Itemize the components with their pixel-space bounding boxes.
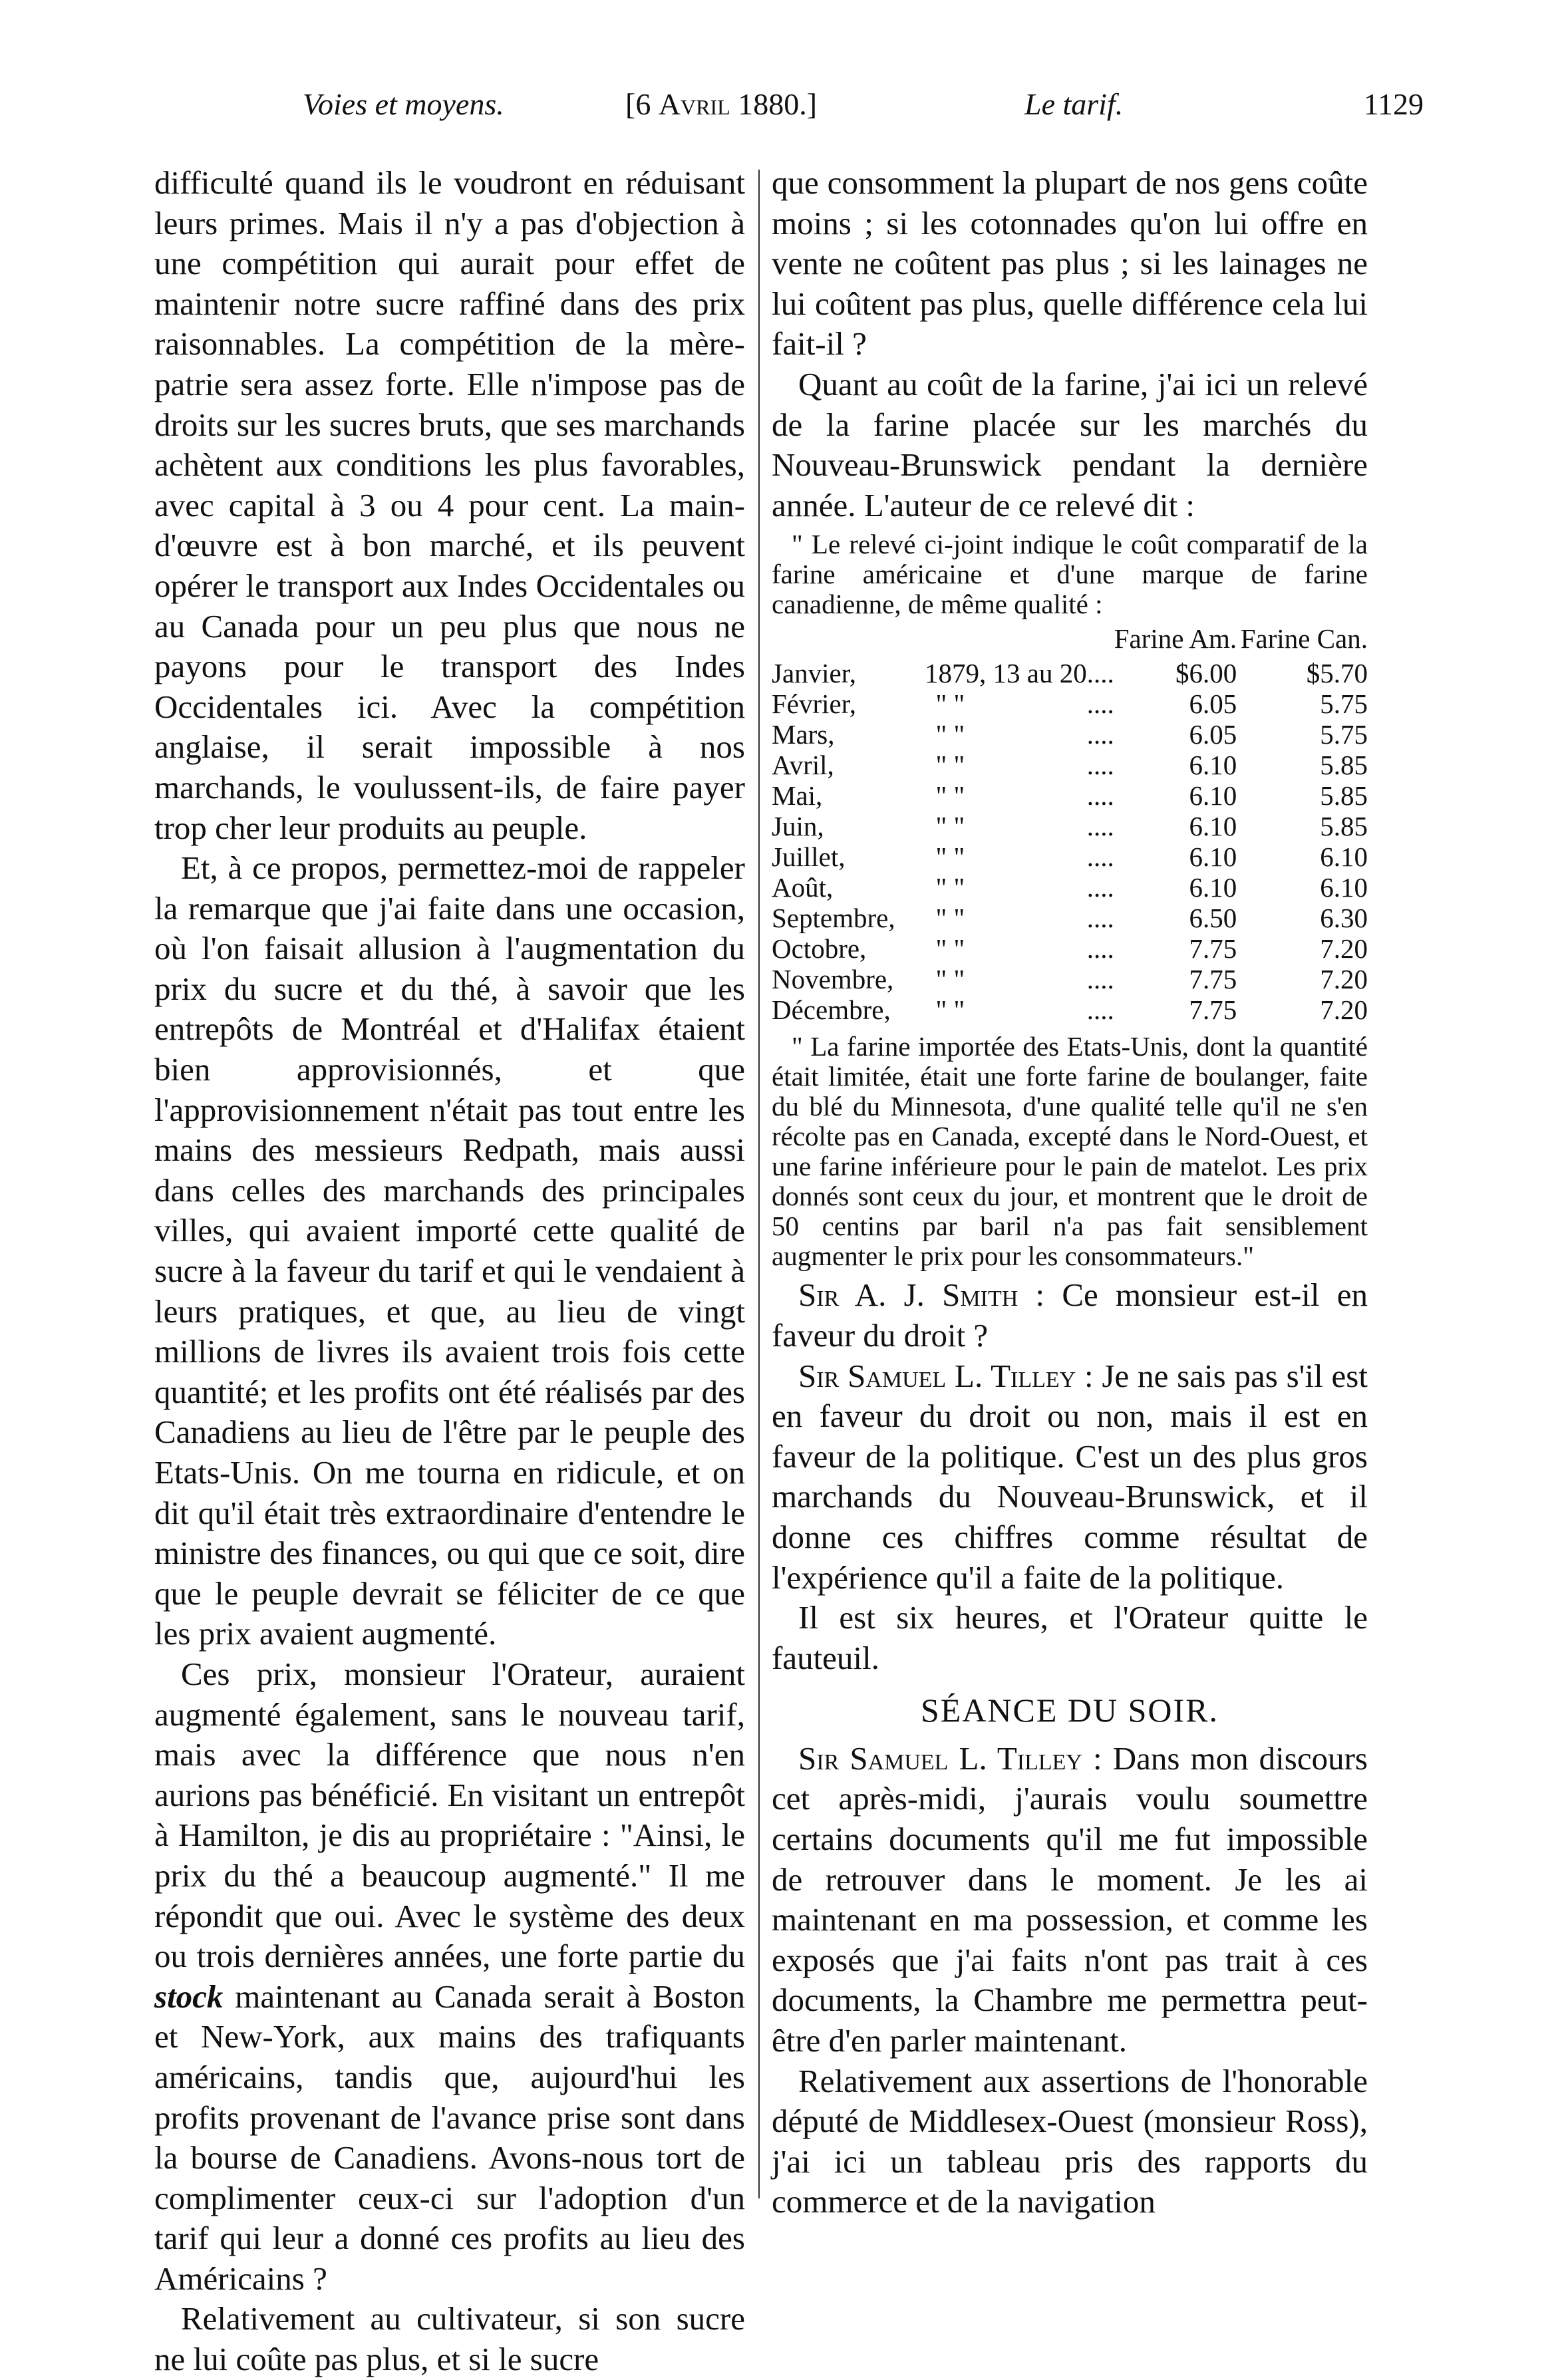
price-row — [772, 903, 1368, 933]
price-row-dots: .... — [1086, 811, 1114, 842]
exchange-tilley-2-text: : Dans mon discours cet après-midi, j'aurais voulu soumettre certains documents qu'il me fut impossible de retrouver dans le moment. Je les ai maintenant en ma possession, et comme les exposés que j'ai faits n'ont pas trait à ces documents, la Chambre me permettra peut-être d'en parler maintenant. — [772, 1739, 1368, 2059]
price-american: 7.75 — [1189, 964, 1237, 995]
price-american: $6.00 — [1175, 658, 1237, 689]
header-date-suffix: 1880.] — [730, 87, 818, 121]
speaker-tilley-2: Sir Samuel L. Tilley — [798, 1739, 1082, 1777]
price-american: 6.10 — [1189, 780, 1237, 812]
left-paragraph-4: Relativement au cultivateur, si son sucre ne lui coûte pas plus, et si le sucre — [154, 2300, 745, 2378]
price-canadian: 5.75 — [1320, 688, 1368, 720]
month: Juin, — [772, 811, 824, 842]
price-row-ditto: " " — [935, 903, 965, 934]
left-paragraph-1: difficulté quand ils le voudront en réduisant leurs primes. Mais il n'y a pas d'objection à une compétition qui aurait pour effet de maintenir notre sucre raffiné dans des prix raisonnables. La compétition de la mère-patrie sera assez forte. Elle n'impose pas de droits sur les sucres bruts, que ses marchands achètent aux conditions les plus favorables, avec capital à 3 ou 4 pour cent. La main-d'œuvre est à bon marché, et ils peuvent opérer le transport aux Indes Occidentales ou au Canada pour un peu plus que nous ne payons pour le transport des Indes Occidentales ici. Avec la compétition anglaise, il serait impossible à nos marchands, le voulussent-ils, de faire payer trop cher leur produits au peuple. — [154, 164, 745, 846]
price-row-ditto: " " — [935, 964, 965, 995]
price-american: 6.50 — [1189, 903, 1237, 934]
exchange-tilley-1 — [772, 1356, 1368, 1598]
header-section: Voies et moyens. — [303, 87, 504, 121]
price-row-dots: .... — [1086, 719, 1114, 750]
month: Septembre, — [772, 903, 895, 934]
month: Mai, — [772, 780, 823, 812]
left-paragraph-3-emphasis: stock — [154, 1978, 224, 2015]
price-american: 6.05 — [1189, 688, 1237, 720]
price-canadian: 7.20 — [1320, 994, 1368, 1026]
right-paragraph-last: Relativement aux assertions de l'honorable député de Middlesex-Ouest (monsieur Ross), j'ai ici un tableau pris des rapports du commerce et de la navigation — [772, 2062, 1368, 2220]
price-row-ditto: 1879, 13 au 20.... — [925, 658, 1114, 689]
month: Juillet, — [772, 841, 846, 873]
price-canadian: 6.10 — [1320, 841, 1368, 873]
header-canadian-flour: Farine Can. — [1240, 623, 1368, 655]
price-canadian: 7.20 — [1320, 964, 1368, 995]
header-date-prefix: [6 — [625, 87, 659, 121]
session-title: SÉANCE DU SOIR. — [920, 1692, 1219, 1729]
header-american-flour: Farine Am. — [1114, 623, 1237, 655]
price-row-ditto: " " — [935, 994, 965, 1026]
left-paragraph-2: Et, à ce propos, permettez-moi de rappeler la remarque que j'ai faite dans une occasion, où l'on faisait allusion à l'augmentation du prix du sucre et du thé, à savoir que les entrepôts de Montréal et d'Halifax étaient bien approvisionnés, et que l'approvisionnement n'était pas tout entre les mains des messieurs Redpath, mais aussi dans celles des marchands des principales villes, qui avaient importé cette qualité de sucre à la faveur du tarif et qui le vendaient à leurs pratiques, et que, au lieu de vingt millions de livres ils avaient trois fois cette quantité; et les profits ont été réalisés par des Canadiens au lieu de l'être par le peuple des Etats-Unis. On me tourna en ridicule, et on dit qu'il était très extraordinaire d'entendre le ministre des finances, ou qui que ce soit, dire que le peuple devrait se féliciter de ce que les prix avaient augmenté. — [154, 849, 745, 1652]
price-row-dots: .... — [1086, 841, 1114, 873]
price-canadian: $5.70 — [1306, 658, 1368, 689]
price-row — [772, 658, 1368, 688]
price-row-ditto: " " — [935, 688, 965, 720]
price-row-dots: .... — [1086, 933, 1114, 965]
header-topic: Le tarif. — [1024, 87, 1124, 121]
price-row-ditto: " " — [935, 719, 965, 750]
price-row — [772, 841, 1368, 872]
price-canadian: 6.30 — [1320, 903, 1368, 934]
price-row-ditto: " " — [935, 750, 965, 781]
price-row — [772, 780, 1368, 811]
month: Octobre, — [772, 933, 867, 965]
month: Août, — [772, 872, 834, 903]
month: Janvier, — [772, 658, 857, 689]
price-row — [772, 750, 1368, 780]
flour-price-table — [772, 623, 1368, 1025]
price-row-dots: .... — [1086, 903, 1114, 934]
page-header — [160, 86, 1424, 140]
price-american: 6.10 — [1189, 811, 1237, 842]
price-row-dots: .... — [1086, 994, 1114, 1026]
left-paragraph-3-part-2: maintenant au Canada serait à Boston et New-York, aux mains des trafiquants américains, tandis que, aujourd'hui les profits provenant de l'avance prise sont dans la bourse de Canadiens. Avons-nous tort de complimenter ceux-ci sur l'adoption d'un tarif qui leur a donné ces profits au lieu des Américains ? — [154, 1978, 745, 2297]
price-american: 7.75 — [1189, 933, 1237, 965]
price-american: 6.10 — [1189, 872, 1237, 903]
right-paragraph-1: que consomment la plupart de nos gens coûte moins ; si les cotonnades qu'on lui offre en vente ne coûtent pas plus ; si les lainages ne lui coûtent pas plus, quelle différence cela lui fait-il ? — [772, 164, 1368, 363]
price-row-ditto: " " — [935, 780, 965, 812]
price-canadian: 7.20 — [1320, 933, 1368, 965]
month: Novembre, — [772, 964, 894, 995]
price-american: 6.05 — [1189, 719, 1237, 750]
price-american: 6.10 — [1189, 750, 1237, 781]
exchange-smith-text: : Ce monsieur est-il en faveur du droit ? — [772, 1276, 1368, 1354]
right-column — [772, 163, 1368, 2222]
left-column — [154, 163, 745, 2380]
speaker-tilley-1: Sir Samuel L. Tilley — [798, 1357, 1076, 1394]
price-row — [772, 872, 1368, 903]
month: Avril, — [772, 750, 834, 781]
right-paragraph-2: Quant au coût de la farine, j'ai ici un relevé de la farine placée sur les marchés du Nouveau-Brunswick pendant la dernière année. L'auteur de ce relevé dit : — [772, 365, 1368, 523]
price-row-ditto: " " — [935, 841, 965, 873]
month: Décembre, — [772, 994, 891, 1026]
adjournment-note: Il est six heures, et l'Orateur quitte le fauteuil. — [772, 1599, 1368, 1676]
left-paragraph-3 — [154, 1654, 745, 2300]
price-table-body — [772, 658, 1368, 1025]
column-divider — [758, 170, 760, 2198]
price-row — [772, 688, 1368, 719]
price-american: 6.10 — [1189, 841, 1237, 873]
price-row-ditto: " " — [935, 933, 965, 965]
speaker-smith: Sir A. J. Smith — [798, 1276, 1018, 1314]
left-paragraph-3-part-1: Ces prix, monsieur l'Orateur, auraient augmenté également, sans le nouveau tarif, mais avec la différence que nous n'en aurions pas bénéficié. En visitant un entrepôt à Hamilton, je dis au propriétaire : "Ainsi, le prix du thé a beaucoup augmenté." Il me répondit que oui. Avec le système des deux ou trois dernières années, une forte partie du — [154, 1655, 745, 1975]
price-row — [772, 811, 1368, 841]
price-canadian: 6.10 — [1320, 872, 1368, 903]
price-row-ditto: " " — [935, 811, 965, 842]
month: Février, — [772, 688, 857, 720]
exchange-tilley-1-text: : Je ne sais pas s'il est en faveur du droit ou non, mais il est en faveur de la politique. C'est un des plus gros marchands du Nouveau-Brunswick, et il donne ces chiffres comme résultat de l'expérience qu'il a faite de la politique. — [772, 1357, 1368, 1596]
price-table-header — [772, 623, 1368, 658]
exchange-smith — [772, 1275, 1368, 1356]
quote-intro: " Le relevé ci-joint indique le coût comparatif de la farine américaine et d'une marque de farine canadienne, de même qualité : — [772, 529, 1368, 620]
price-row-dots: .... — [1086, 688, 1114, 720]
price-row — [772, 719, 1368, 750]
header-date-month: Avril — [658, 87, 730, 121]
month: Mars, — [772, 719, 835, 750]
price-row-dots: .... — [1086, 964, 1114, 995]
price-row — [772, 933, 1368, 964]
price-american: 7.75 — [1189, 994, 1237, 1026]
quote-flour-note: " La farine importée des Etats-Unis, dont la quantité était limitée, était une forte farine de boulanger, faite du blé du Minnesota, d'une qualité telle qu'il ne s'en récolte pas en Canada, excepté dans le Nord-Ouest, et une farine inférieure pour le pain de matelot. Les prix donnés sont ceux du jour, et montrent que le droit de 50 centins par baril n'a pas fait sensiblement augmenter le prix pour les consommateurs." — [772, 1031, 1368, 1272]
price-row-dots: .... — [1086, 872, 1114, 903]
price-canadian: 5.75 — [1320, 719, 1368, 750]
price-row — [772, 994, 1368, 1025]
header-date — [625, 86, 817, 122]
price-row-dots: .... — [1086, 780, 1114, 812]
price-row-dots: .... — [1086, 750, 1114, 781]
price-canadian: 5.85 — [1320, 811, 1368, 842]
exchange-tilley-2 — [772, 1739, 1368, 2061]
price-row — [772, 964, 1368, 994]
price-canadian: 5.85 — [1320, 780, 1368, 812]
price-canadian: 5.85 — [1320, 750, 1368, 781]
price-row-ditto: " " — [935, 872, 965, 903]
page-number: 1129 — [1363, 87, 1424, 121]
